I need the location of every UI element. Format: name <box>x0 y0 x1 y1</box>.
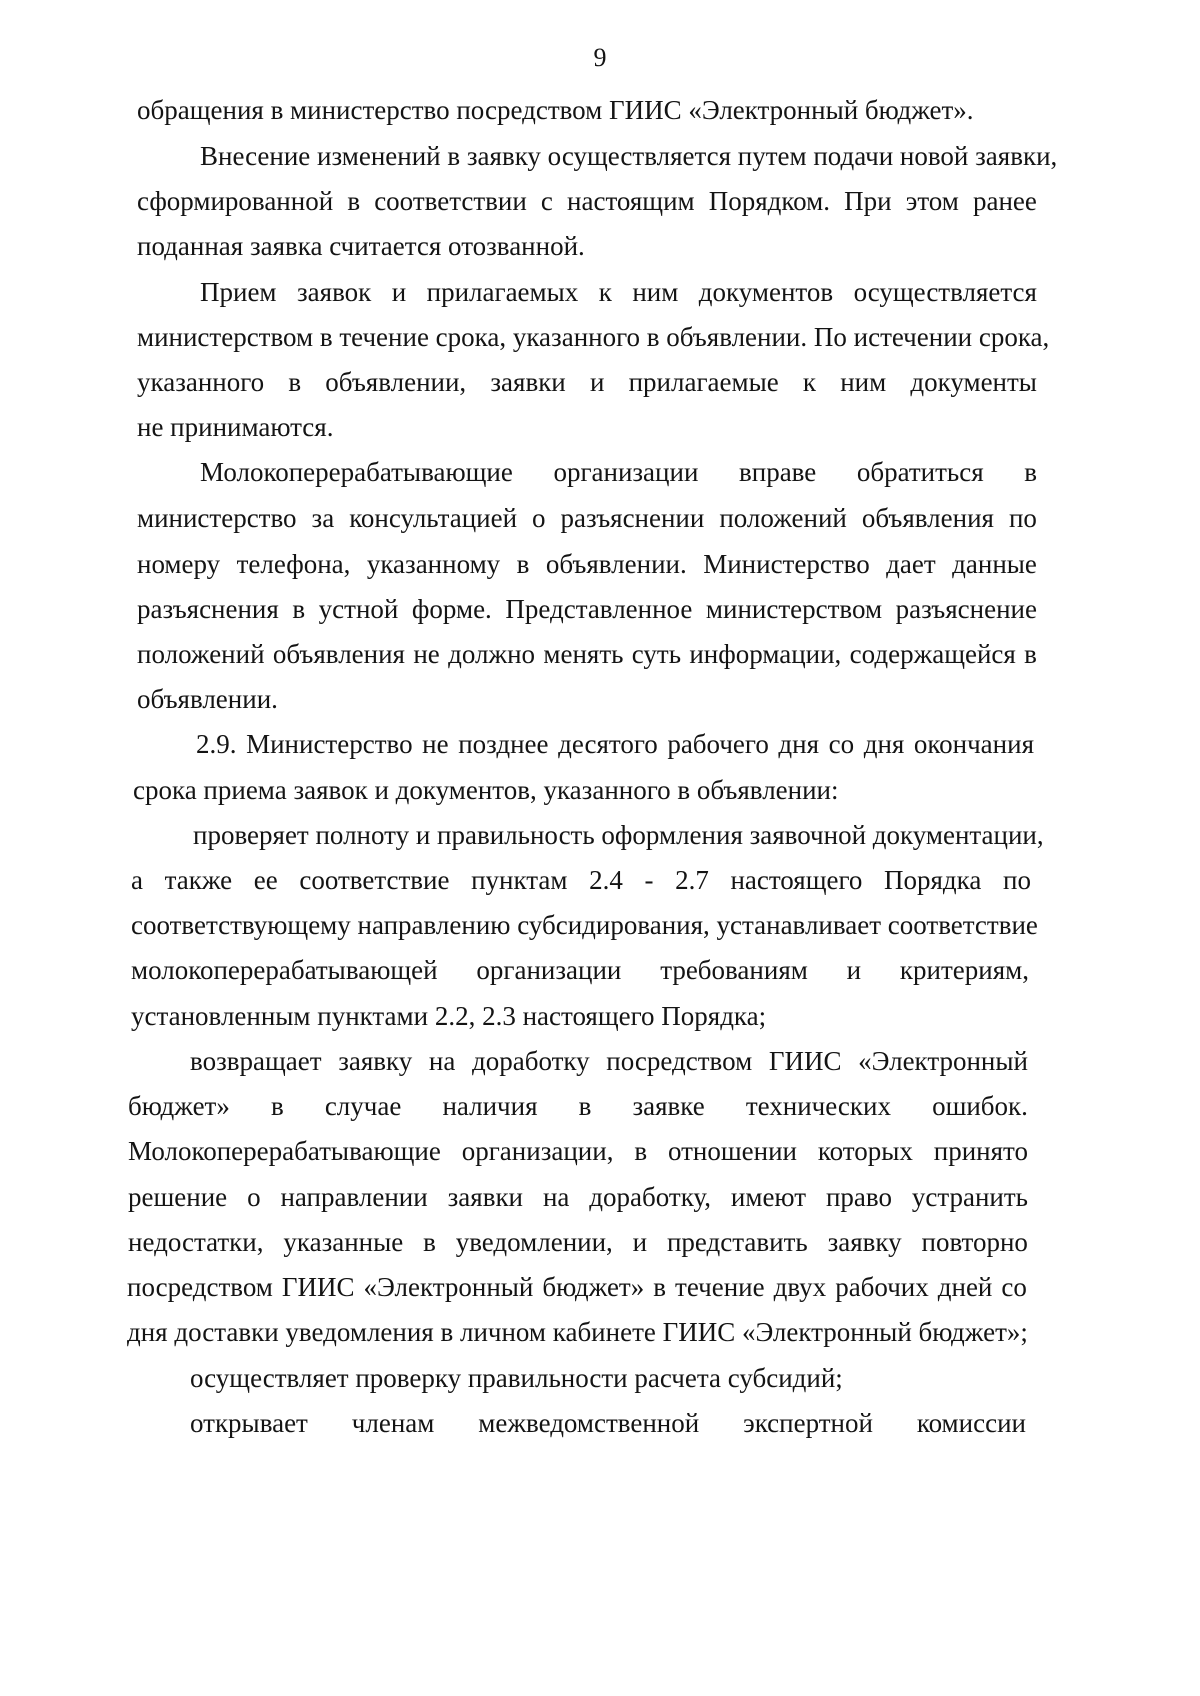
word: Молокоперерабатывающие <box>128 1136 441 1166</box>
text-line <box>131 946 1029 994</box>
word: рабочего <box>667 729 769 759</box>
text-line: срока приема заявок и документов, указанного в объявлении: <box>133 775 839 805</box>
word: течение <box>675 1272 765 1302</box>
text-line: поданная заявка считается отозванной. <box>137 231 585 261</box>
word: Министерство <box>246 729 413 759</box>
word: данные <box>952 549 1037 579</box>
word: межведомственной <box>478 1408 700 1438</box>
word: министерством <box>705 594 883 624</box>
word: комиссии <box>916 1408 1026 1438</box>
word: также <box>164 865 233 895</box>
word: дня <box>863 729 905 759</box>
word: устранить <box>911 1182 1028 1212</box>
word: пунктам <box>471 865 568 895</box>
word: осуществляется <box>853 277 1037 307</box>
word: сформированной <box>137 186 334 216</box>
word: обратиться <box>856 457 984 487</box>
text-line <box>190 1399 1026 1447</box>
word: экспертной <box>743 1408 873 1438</box>
word: в <box>634 1136 648 1166</box>
word: дает <box>886 549 936 579</box>
word: критериям, <box>899 955 1029 985</box>
word: ранее <box>972 186 1037 216</box>
word: в <box>1024 457 1037 487</box>
word: и <box>589 367 605 397</box>
word: дней <box>937 1272 993 1302</box>
word: министерство <box>137 503 297 533</box>
word: прилагаемые <box>628 367 779 397</box>
word: уведомлении, <box>455 1227 613 1257</box>
word: за <box>311 503 335 533</box>
text-line: соответствующему направлению субсидирования, устанавливает соответствие <box>131 910 1038 940</box>
word: повторно <box>921 1227 1028 1257</box>
word: документы <box>910 367 1037 397</box>
word: указанного <box>137 367 265 397</box>
word: на <box>428 1046 456 1076</box>
text-line <box>127 1263 1027 1311</box>
word: в <box>292 594 306 624</box>
word: а <box>131 865 143 895</box>
word: бюджет» <box>128 1091 230 1121</box>
word: направлении <box>280 1182 428 1212</box>
word: При <box>844 186 892 216</box>
word: указанные <box>283 1227 404 1257</box>
word: объявления <box>272 639 405 669</box>
word: разъяснения <box>137 594 279 624</box>
word: 2.9. <box>196 729 237 759</box>
word: вправе <box>739 457 817 487</box>
word: положений <box>137 639 265 669</box>
word: настоящим <box>567 186 695 216</box>
word: посредством <box>606 1046 753 1076</box>
text-line <box>196 720 1034 768</box>
word: 2.4 <box>589 865 623 895</box>
word: не <box>413 639 440 669</box>
word: разъяснение <box>895 594 1037 624</box>
text-line <box>128 1173 1028 1221</box>
word: не <box>422 729 449 759</box>
word: этом <box>905 186 959 216</box>
word: на <box>542 1182 570 1212</box>
page-number: 9 <box>593 43 607 72</box>
text-line <box>200 448 1037 496</box>
word: со <box>828 729 855 759</box>
word: ошибок. <box>932 1091 1028 1121</box>
text-line <box>131 856 1031 904</box>
word: содержащейся <box>849 639 1016 669</box>
word: в <box>270 1091 284 1121</box>
word: документов <box>698 277 834 307</box>
word: которых <box>817 1136 913 1166</box>
text-line <box>137 540 1037 588</box>
text-line <box>200 268 1037 316</box>
text-line: министерством в течение срока, указанного в объявлении. По истечении срока, <box>137 322 1050 352</box>
word: суть <box>631 639 682 669</box>
word: к <box>598 277 612 307</box>
word: прилагаемых <box>426 277 579 307</box>
word: Порядка <box>884 865 982 895</box>
word: недостатки, <box>128 1227 264 1257</box>
word: форме. <box>411 594 492 624</box>
word: дня <box>778 729 820 759</box>
word: - <box>644 865 654 895</box>
text-line <box>137 358 1037 406</box>
word: «Электронный <box>363 1272 534 1302</box>
text-line <box>128 1218 1028 1266</box>
word: позднее <box>458 729 549 759</box>
word: со <box>1001 1272 1027 1302</box>
word: право <box>825 1182 892 1212</box>
word: в <box>423 1227 436 1257</box>
word: устной <box>318 594 399 624</box>
text-line <box>190 1037 1028 1085</box>
word: объявления <box>861 503 994 533</box>
word: заявку <box>338 1046 413 1076</box>
word: организации <box>553 457 699 487</box>
word: в <box>578 1091 592 1121</box>
word: о <box>532 503 546 533</box>
word: 2.7 <box>675 865 709 895</box>
text-line: проверяет полноту и правильность оформления заявочной документации, <box>193 820 1044 850</box>
word: бюджет» <box>542 1272 645 1302</box>
word: возвращает <box>190 1046 322 1076</box>
word: имеют <box>730 1182 807 1212</box>
text-line <box>137 585 1037 633</box>
word: о <box>247 1182 261 1212</box>
word: требованиям <box>660 955 808 985</box>
word: ним <box>632 277 679 307</box>
word: соответствие <box>299 865 450 895</box>
text-line: Внесение изменений в заявку осуществляется путем подачи новой заявки, <box>200 141 1058 171</box>
text-line <box>137 494 1037 542</box>
word: по <box>1008 503 1037 533</box>
word: организации <box>476 955 622 985</box>
word: ее <box>253 865 278 895</box>
word: разъяснении <box>560 503 705 533</box>
word: посредством <box>127 1272 273 1302</box>
word: консультацией <box>349 503 518 533</box>
word: и <box>632 1227 648 1257</box>
word: в <box>653 1272 666 1302</box>
text-line: обращения в министерство посредством ГИИС «Электронный бюджет». <box>137 95 974 125</box>
text-line <box>128 1082 1028 1130</box>
word: в <box>288 367 302 397</box>
word: молокоперерабатывающей <box>131 955 438 985</box>
word: членам <box>351 1408 435 1438</box>
word: окончания <box>913 729 1034 759</box>
text-line: объявлении. <box>137 684 278 714</box>
word: рабочих <box>835 1272 929 1302</box>
text-line <box>128 1127 1028 1175</box>
word: принято <box>933 1136 1028 1166</box>
word: положений <box>719 503 847 533</box>
text-line: установленным пунктами 2.2, 2.3 настоящего Порядка; <box>131 1001 767 1031</box>
word: десятого <box>558 729 658 759</box>
word: решение <box>128 1182 228 1212</box>
text-line <box>137 630 1037 678</box>
text-line: осуществляет проверку правильности расчета субсидий; <box>190 1363 843 1393</box>
word: информации, <box>689 639 842 669</box>
word: ГИИС <box>281 1272 355 1302</box>
word: Прием <box>200 277 277 307</box>
word: настоящего <box>730 865 863 895</box>
text-line: дня доставки уведомления в личном кабинете ГИИС «Электронный бюджет»; <box>127 1317 1028 1347</box>
word: заявки <box>447 1182 524 1212</box>
word: доработку, <box>589 1182 711 1212</box>
word: отношении <box>667 1136 797 1166</box>
word: наличия <box>442 1091 538 1121</box>
word: Министерство <box>703 549 870 579</box>
word: соответствии <box>374 186 527 216</box>
word: заявке <box>632 1091 705 1121</box>
word: и <box>846 955 862 985</box>
word: представить <box>666 1227 808 1257</box>
word: по <box>1003 865 1031 895</box>
word: указанному <box>366 549 501 579</box>
word: доработку <box>472 1046 590 1076</box>
word: в <box>1024 639 1037 669</box>
word: заявки <box>490 367 566 397</box>
word: объявлении, <box>325 367 467 397</box>
word: случае <box>324 1091 402 1121</box>
word: с <box>540 186 553 216</box>
word: «Электронный <box>858 1046 1028 1076</box>
word: в <box>516 549 530 579</box>
word: заявку <box>827 1227 902 1257</box>
word: технических <box>745 1091 891 1121</box>
word: объявлении. <box>545 549 687 579</box>
word: в <box>347 186 361 216</box>
word: ГИИС <box>768 1046 842 1076</box>
text-line <box>137 177 1037 225</box>
word: организации, <box>461 1136 614 1166</box>
word: заявок <box>297 277 372 307</box>
word: должно <box>448 639 536 669</box>
word: телефона, <box>236 549 351 579</box>
word: Представленное <box>505 594 693 624</box>
word: двух <box>773 1272 827 1302</box>
word: Порядком. <box>708 186 830 216</box>
text-line: не принимаются. <box>137 412 334 442</box>
word: к <box>802 367 817 397</box>
word: ним <box>840 367 887 397</box>
word: менять <box>543 639 624 669</box>
word: Молокоперерабатывающие <box>200 457 513 487</box>
word: и <box>391 277 407 307</box>
word: открывает <box>190 1408 308 1438</box>
word: номеру <box>137 549 221 579</box>
